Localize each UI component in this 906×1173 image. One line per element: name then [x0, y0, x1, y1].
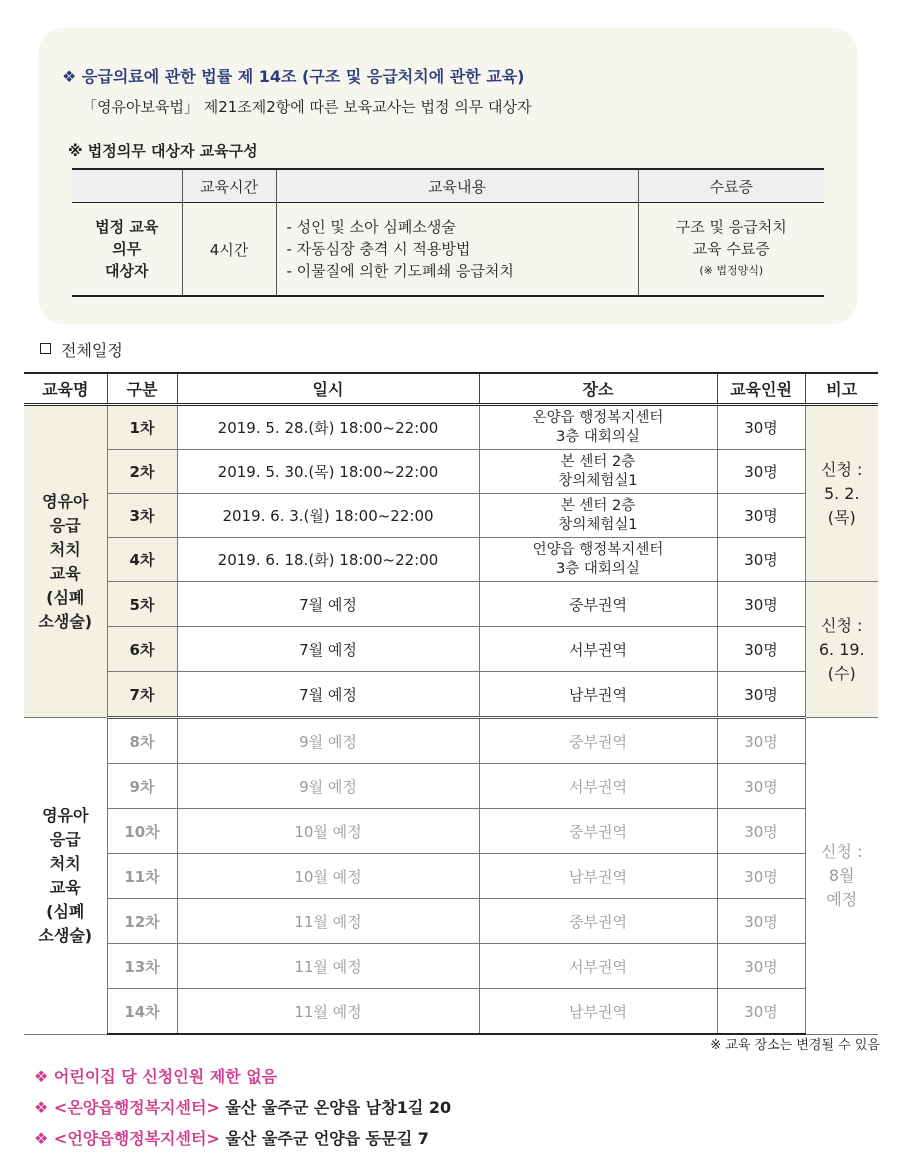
datetime-cell: 11월 예정 [177, 944, 479, 989]
place-cell: 본 센터 2층 창의체험실1 [479, 450, 717, 494]
datetime-cell: 7월 예정 [177, 627, 479, 672]
round-cell: 2차 [107, 450, 177, 494]
capacity-cell: 30명 [717, 494, 805, 538]
capacity-cell: 30명 [717, 582, 805, 627]
place-cell: 중부권역 [479, 582, 717, 627]
capacity-cell: 30명 [717, 450, 805, 494]
col-datetime: 일시 [177, 373, 479, 405]
col-place: 장소 [479, 373, 717, 405]
datetime-cell: 11월 예정 [177, 989, 479, 1035]
note-cell: 신청 : 5. 2. (목) [805, 405, 878, 582]
datetime-cell: 9월 예정 [177, 718, 479, 764]
col-note: 비고 [805, 373, 878, 405]
table-row [24, 809, 878, 854]
table-row [24, 718, 878, 764]
capacity-cell: 30명 [717, 989, 805, 1035]
place-cell: 중부권역 [479, 899, 717, 944]
target-cell: 법정 교육 의무 대상자 [72, 203, 182, 297]
table-row [24, 582, 878, 627]
footer-line-unlimited: ❖ 어린이집 당 신청인원 제한 없음 [34, 1067, 278, 1086]
place-cell: 서부권역 [479, 627, 717, 672]
datetime-cell: 7월 예정 [177, 582, 479, 627]
place-cell: 본 센터 2층 창의체험실1 [479, 494, 717, 538]
datetime-cell: 10월 예정 [177, 854, 479, 899]
round-cell: 9차 [107, 764, 177, 809]
datetime-cell: 2019. 5. 30.(목) 18:00~22:00 [177, 450, 479, 494]
capacity-cell: 30명 [717, 672, 805, 718]
round-cell: 10차 [107, 809, 177, 854]
note-cell: 신청 : 6. 19. (수) [805, 582, 878, 718]
header-contents: 교육내용 [276, 169, 638, 203]
place-cell: 서부권역 [479, 764, 717, 809]
table-row [24, 672, 878, 718]
course-name-cell: 영유아 응급 처치 교육 (심폐 소생술) [24, 405, 107, 718]
capacity-cell: 30명 [717, 899, 805, 944]
law-title: ❖ 응급의료에 관한 법률 제 14조 (구조 및 응급처치에 관한 교육) [62, 67, 525, 86]
place-change-footnote: ※ 교육 장소는 변경될 수 있음 [710, 1038, 880, 1053]
capacity-cell: 30명 [717, 627, 805, 672]
certificate-cell: 구조 및 응급처치 교육 수료증 (※ 법정양식) [638, 203, 824, 297]
capacity-cell: 30명 [717, 718, 805, 764]
place-cell: 남부권역 [479, 989, 717, 1035]
header-certificate: 수료증 [638, 169, 824, 203]
header-empty [72, 169, 182, 203]
capacity-cell: 30명 [717, 764, 805, 809]
datetime-cell: 9월 예정 [177, 764, 479, 809]
place-cell: 서부권역 [479, 944, 717, 989]
header-hours: 교육시간 [182, 169, 276, 203]
round-cell: 1차 [107, 405, 177, 450]
table-row [24, 627, 878, 672]
hours-cell: 4시간 [182, 203, 276, 297]
round-cell: 3차 [107, 494, 177, 538]
col-capacity: 교육인원 [717, 373, 805, 405]
round-cell: 4차 [107, 538, 177, 582]
datetime-cell: 2019. 6. 3.(월) 18:00~22:00 [177, 494, 479, 538]
round-cell: 13차 [107, 944, 177, 989]
footer-line-eonyang: ❖ <언양읍행정복지센터> 울산 울주군 언양읍 동문길 7 [34, 1129, 429, 1148]
schedule-heading: 전체일정 [40, 338, 123, 361]
place-cell: 중부권역 [479, 809, 717, 854]
place-cell: 남부권역 [479, 672, 717, 718]
capacity-cell: 30명 [717, 809, 805, 854]
col-course: 교육명 [24, 373, 107, 405]
table-row [24, 538, 878, 582]
round-cell: 7차 [107, 672, 177, 718]
round-cell: 11차 [107, 854, 177, 899]
table-row [24, 854, 878, 899]
note-cell: 신청 : 8월 예정 [805, 718, 878, 1035]
col-round: 구분 [107, 373, 177, 405]
footer-line-onyang: ❖ <온양읍행정복지센터> 울산 울주군 온양읍 남창1길 20 [34, 1098, 452, 1117]
place-cell: 언양읍 행정복지센터 3층 대회의실 [479, 538, 717, 582]
round-cell: 12차 [107, 899, 177, 944]
place-cell: 남부권역 [479, 854, 717, 899]
round-cell: 8차 [107, 718, 177, 764]
round-cell: 14차 [107, 989, 177, 1035]
round-cell: 6차 [107, 627, 177, 672]
datetime-cell: 7월 예정 [177, 672, 479, 718]
table-row [24, 450, 878, 494]
datetime-cell: 2019. 5. 28.(화) 18:00~22:00 [177, 405, 479, 450]
composition-title: ※ 법정의무 대상자 교육구성 [68, 142, 258, 160]
capacity-cell: 30명 [717, 538, 805, 582]
schedule-table [24, 372, 878, 1035]
contents-cell: - 성인 및 소아 심폐소생술 - 자동심장 충격 시 적용방법 - 이물질에 의한 기도폐쇄 응급처치 [276, 203, 638, 297]
place-cell: 중부권역 [479, 718, 717, 764]
datetime-cell: 11월 예정 [177, 899, 479, 944]
law-subtitle: 「영유아보육법」 제21조제2항에 따른 보육교사는 법정 의무 대상자 [82, 98, 532, 116]
round-cell: 5차 [107, 582, 177, 627]
table-row [24, 989, 878, 1035]
course-name-cell: 영유아 응급 처치 교육 (심폐 소생술) [24, 718, 107, 1035]
place-cell: 온양읍 행정복지센터 3층 대회의실 [479, 405, 717, 450]
capacity-cell: 30명 [717, 854, 805, 899]
table-row [24, 944, 878, 989]
table-row [24, 899, 878, 944]
datetime-cell: 10월 예정 [177, 809, 479, 854]
table-row [24, 764, 878, 809]
table-row [24, 405, 878, 450]
capacity-cell: 30명 [717, 405, 805, 450]
education-composition-table [72, 168, 824, 297]
checkbox-square-icon [40, 343, 51, 354]
capacity-cell: 30명 [717, 944, 805, 989]
table-row [24, 494, 878, 538]
datetime-cell: 2019. 6. 18.(화) 18:00~22:00 [177, 538, 479, 582]
